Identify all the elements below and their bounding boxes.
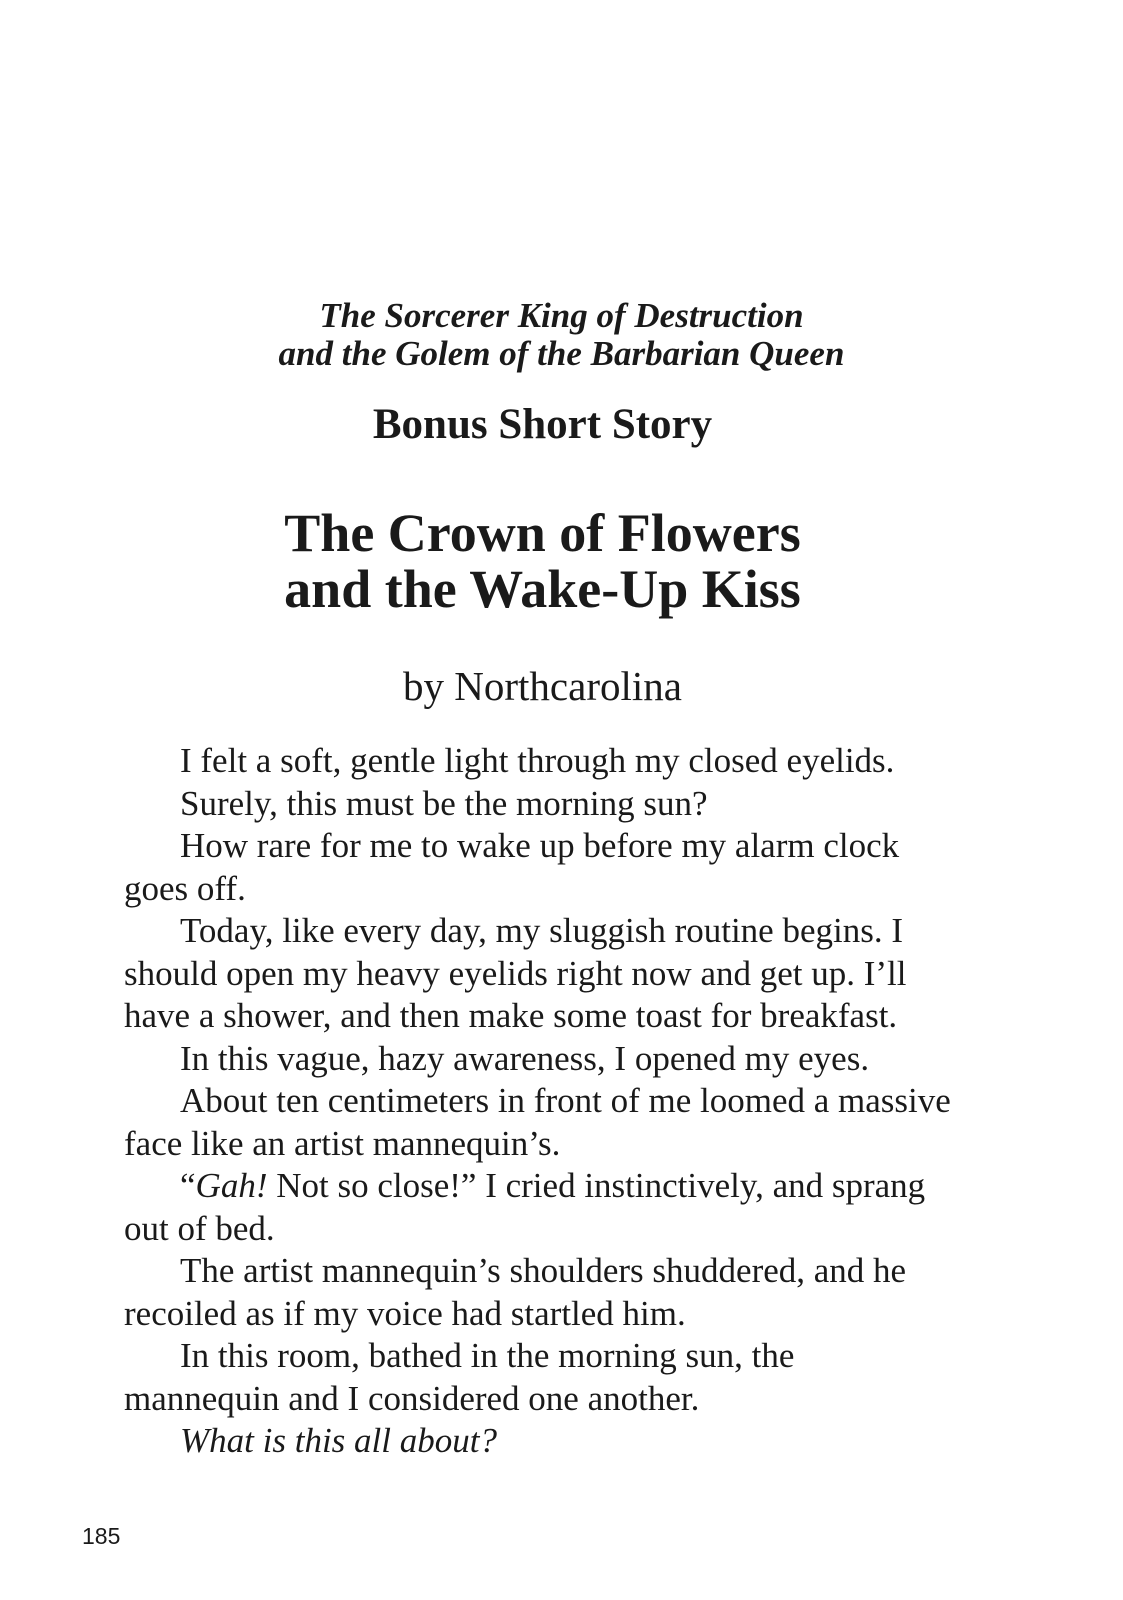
bonus-label: Bonus Short Story: [372, 401, 713, 448]
paragraph: How rare for me to wake up before my alarm clock goes off.: [124, 826, 900, 908]
paragraph: In this room, bathed in the morning sun, the mannequin and I considered one another.: [124, 1336, 795, 1418]
dialogue-rest: Not so close!” I cried instinctively, and sprang out of bed.: [124, 1166, 926, 1248]
exclamation: Gah!: [195, 1166, 268, 1205]
story-title-line-1: The Crown of Flowers: [284, 503, 801, 563]
quote-open: “: [180, 1166, 196, 1205]
paragraph: Surely, this must be the morning sun?: [180, 783, 708, 823]
story-title-line-2: and the Wake-Up Kiss: [284, 559, 801, 619]
series-title: [0, 297, 1123, 373]
story-body: [124, 740, 954, 1463]
paragraph: Today, like every day, my sluggish routine begins. I should open my heavy eyelids right now and get up. I’ll have a shower, and then make some toast for breakfast.: [124, 911, 907, 1035]
author-byline: by Northcarolina: [403, 663, 682, 709]
paragraph-dialogue: [124, 1165, 954, 1250]
page-number: 185: [82, 1523, 121, 1549]
paragraph: In this vague, hazy awareness, I opened my eyes.: [180, 1038, 870, 1078]
series-title-line-1: The Sorcerer King of Destruction: [319, 296, 804, 335]
story-title: [0, 505, 1085, 617]
paragraph: I felt a soft, gentle light through my closed eyelids.: [180, 741, 895, 780]
series-title-line-2: and the Golem of the Barbarian Queen: [278, 334, 845, 373]
paragraph: About ten centimeters in front of me loomed a massive face like an artist mannequin’s.: [124, 1081, 951, 1163]
paragraph-italic: [124, 1420, 954, 1463]
paragraph: The artist mannequin’s shoulders shuddered, and he recoiled as if my voice had startled him.: [124, 1251, 907, 1333]
inner-thought: What is this all about?: [180, 1421, 497, 1460]
